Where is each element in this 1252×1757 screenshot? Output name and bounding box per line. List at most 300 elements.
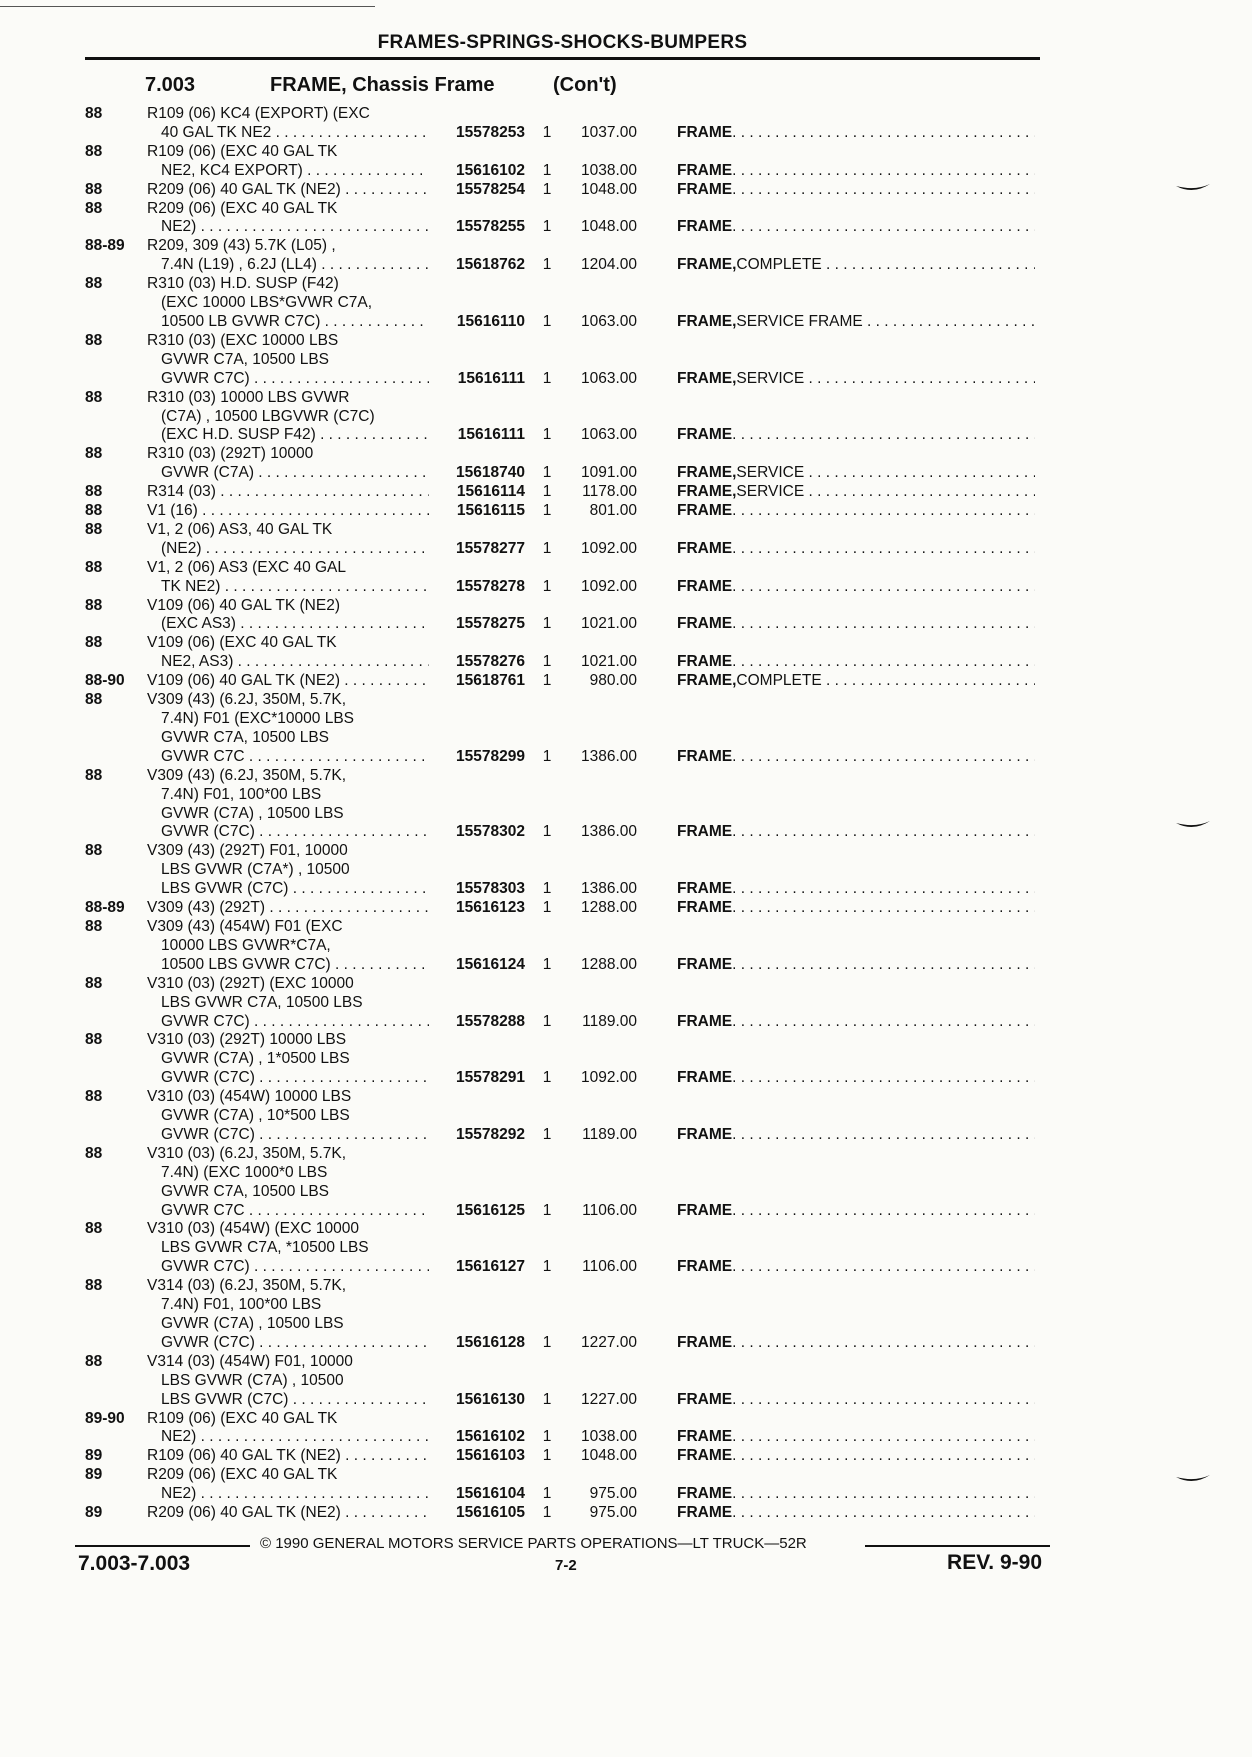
model-year: 88 <box>85 634 103 652</box>
part-name <box>677 956 1035 975</box>
part-entry-continuation <box>85 540 1045 559</box>
price: 1227.00 <box>580 1390 637 1408</box>
part-name-qualifier <box>732 1447 1035 1466</box>
part-name-qualifier <box>732 218 1035 237</box>
part-entry <box>85 1031 1045 1050</box>
part-name <box>677 1428 1035 1447</box>
part-name-main: FRAME <box>677 161 733 179</box>
model-year: 88 <box>85 331 103 349</box>
footer-rule-right <box>865 1545 1050 1547</box>
part-name <box>677 540 1035 559</box>
quantity: 1 <box>542 899 552 917</box>
part-entry <box>85 389 1045 408</box>
part-number: 15616124 <box>429 956 525 975</box>
usage-description: (EXC H.D. SUSP F42) . . . <box>161 426 503 445</box>
usage-description: V309 (43) (292T) F01, 10000 <box>147 842 348 860</box>
part-entry-continuation <box>85 294 1045 313</box>
part-name-qualifier <box>732 1504 1035 1523</box>
usage-description: V109 (06) (EXC 40 GAL TK <box>147 634 337 652</box>
price: 1288.00 <box>580 955 637 973</box>
part-entry-continuation <box>85 1126 1045 1145</box>
part-entry-continuation <box>85 748 1045 767</box>
part-name-qualifier: SERVICE . . . <box>736 483 1035 502</box>
price: 980.00 <box>589 672 637 690</box>
model-year: 88 <box>85 691 103 709</box>
part-entry-continuation <box>85 937 1045 956</box>
part-entry-continuation <box>85 1372 1045 1391</box>
part-name <box>677 1013 1035 1032</box>
part-name-main: FRAME <box>677 539 733 557</box>
price: 975.00 <box>589 1485 637 1503</box>
usage-description: GVWR (C7A) , 10500 LBS <box>161 1315 344 1332</box>
usage-description: NE2, AS3) . . . <box>161 653 503 672</box>
part-name-qualifier: COMPLETE . . . <box>736 672 1035 691</box>
usage-description: R109 (06) KC4 (EXPORT) (EXC <box>147 105 370 122</box>
price: 1189.00 <box>582 1125 637 1143</box>
parts-list <box>85 105 1045 1523</box>
quantity: 1 <box>542 1069 552 1087</box>
usage-description: 7.4N) (EXC 1000*0 LBS <box>161 1163 328 1181</box>
price: 1048.00 <box>580 218 637 236</box>
part-name-main: FRAME <box>677 1485 733 1503</box>
price: 1091.00 <box>580 464 637 482</box>
binder-hole-mark <box>1175 1474 1211 1486</box>
part-name-qualifier <box>732 823 1035 842</box>
part-entry-continuation <box>85 861 1045 880</box>
usage-description: 7.4N) F01, 100*00 LBS <box>161 785 322 803</box>
part-name-qualifier <box>732 1334 1035 1353</box>
part-entry <box>85 1466 1045 1485</box>
part-entry <box>85 275 1045 294</box>
part-name-qualifier <box>732 181 1035 200</box>
part-name-qualifier <box>732 1428 1035 1447</box>
usage-description: GVWR (C7C) . . . <box>161 1334 503 1353</box>
usage-description: GVWR (C7C) . . . <box>161 1126 503 1145</box>
footer-copyright: © 1990 GENERAL MOTORS SERVICE PARTS OPERATIONS—LT TRUCK—52R <box>260 1535 807 1552</box>
usage-description: V1, 2 (06) AS3 (EXC 40 GAL <box>147 558 347 576</box>
usage-description: R209, 309 (43) 5.7K (L05) , <box>147 237 336 255</box>
part-entry <box>85 1504 1045 1523</box>
usage-description: GVWR C7C) . . . <box>161 1258 503 1277</box>
part-entry-continuation <box>85 1050 1045 1069</box>
usage-description: NE2) . . . <box>161 218 503 237</box>
part-number: 15618761 <box>429 672 525 691</box>
part-entry <box>85 767 1045 786</box>
usage-description: GVWR (C7C) . . . <box>161 823 503 842</box>
section-title: FRAME, Chassis Frame <box>270 74 495 96</box>
model-year: 88 <box>85 388 103 406</box>
part-entry-continuation <box>85 994 1045 1013</box>
model-year: 88 <box>85 842 103 860</box>
model-year: 88 <box>85 180 103 198</box>
price: 1063.00 <box>580 369 637 387</box>
part-entry-continuation <box>85 218 1045 237</box>
quantity: 1 <box>542 955 552 973</box>
usage-description: 10500 LB GVWR C7C) . . . <box>161 313 503 332</box>
part-entry <box>85 105 1045 124</box>
part-name-qualifier: SERVICE . . . <box>736 464 1035 483</box>
usage-description: V109 (06) 40 GAL TK (NE2) . . . <box>147 672 503 691</box>
part-entry <box>85 975 1045 994</box>
part-name <box>677 502 1035 521</box>
part-number: 15618740 <box>429 464 525 483</box>
price: 1048.00 <box>580 180 637 198</box>
part-number: 15616102 <box>429 1428 525 1447</box>
part-entry <box>85 899 1045 918</box>
part-entry-continuation <box>85 426 1045 445</box>
part-name-qualifier <box>732 615 1035 634</box>
part-entry-continuation <box>85 1258 1045 1277</box>
part-entry-continuation <box>85 710 1045 729</box>
part-number: 15616111 <box>429 426 525 445</box>
part-name <box>677 1126 1035 1145</box>
binder-hole-mark <box>1175 183 1211 195</box>
price: 1204.00 <box>580 256 637 274</box>
usage-description: LBS GVWR C7A, 10500 LBS <box>161 993 363 1011</box>
usage-description: NE2) . . . <box>161 1428 503 1447</box>
part-name-main: FRAME <box>677 1428 733 1446</box>
part-name-main: FRAME <box>677 880 733 898</box>
part-entry <box>85 597 1045 616</box>
quantity: 1 <box>542 123 552 141</box>
part-entry <box>85 559 1045 578</box>
model-year: 88 <box>85 766 103 784</box>
usage-description: GVWR (C7A) , 10500 LBS <box>161 804 344 822</box>
part-entry <box>85 1220 1045 1239</box>
part-entry <box>85 691 1045 710</box>
usage-description: GVWR C7C) . . . <box>161 370 503 389</box>
usage-description: GVWR C7C) . . . <box>161 1013 503 1032</box>
model-year: 88 <box>85 974 103 992</box>
model-year: 88-90 <box>85 672 125 690</box>
part-name <box>677 370 1035 389</box>
usage-description: 7.4N) F01, 100*00 LBS <box>161 1296 322 1314</box>
part-name-qualifier <box>732 578 1035 597</box>
usage-description: R314 (03) . . . <box>147 483 503 502</box>
part-name-main: FRAME <box>677 502 733 520</box>
part-name <box>677 823 1035 842</box>
part-name <box>677 1069 1035 1088</box>
part-entry-continuation <box>85 351 1045 370</box>
quantity: 1 <box>542 426 552 444</box>
part-name-main: FRAME <box>677 615 733 633</box>
price: 1288.00 <box>580 899 637 917</box>
usage-description: NE2, KC4 EXPORT) . . . <box>161 162 503 181</box>
usage-description: LBS GVWR (C7C) . . . <box>161 880 503 899</box>
model-year: 88 <box>85 275 103 293</box>
part-name-main: FRAME <box>677 955 733 973</box>
usage-description: GVWR C7C . . . <box>161 748 503 767</box>
section-number: 7.003 <box>145 74 196 96</box>
price: 801.00 <box>589 502 637 520</box>
part-entry <box>85 200 1045 219</box>
usage-description: R209 (06) 40 GAL TK (NE2) . . . <box>147 181 503 200</box>
part-entry <box>85 502 1045 521</box>
quantity: 1 <box>542 1390 552 1408</box>
quantity: 1 <box>542 1485 552 1503</box>
usage-description: GVWR C7C . . . <box>161 1202 503 1221</box>
part-entry <box>85 181 1045 200</box>
usage-description: R109 (06) 40 GAL TK (NE2) . . . <box>147 1447 503 1466</box>
part-name-main: FRAME, <box>677 483 737 501</box>
usage-description: TK NE2) . . . <box>161 578 503 597</box>
part-entry-continuation <box>85 162 1045 181</box>
price: 1092.00 <box>580 1069 637 1087</box>
model-year: 88 <box>85 1088 103 1106</box>
price: 1038.00 <box>580 161 637 179</box>
part-number: 15616105 <box>429 1504 525 1523</box>
section-heading <box>85 74 1045 100</box>
part-number: 15616128 <box>429 1334 525 1353</box>
quantity: 1 <box>542 747 552 765</box>
price: 975.00 <box>589 1504 637 1522</box>
page-header-title: FRAMES-SPRINGS-SHOCKS-BUMPERS <box>377 32 748 53</box>
part-entry <box>85 1145 1045 1164</box>
usage-description: (EXC AS3) . . . <box>161 615 503 634</box>
usage-description: 7.4N) F01 (EXC*10000 LBS <box>161 710 354 727</box>
usage-description: GVWR (C7A) . . . <box>161 464 503 483</box>
usage-description: GVWR C7A, 10500 LBS <box>161 350 329 368</box>
part-name-main: FRAME <box>677 653 733 671</box>
quantity: 1 <box>542 1012 552 1030</box>
usage-description: LBS GVWR (C7A) , 10500 <box>161 1371 344 1389</box>
part-number: 15578255 <box>429 218 525 237</box>
usage-description: R109 (06) (EXC 40 GAL TK <box>147 142 338 160</box>
part-name-qualifier <box>732 880 1035 899</box>
part-name-qualifier <box>732 653 1035 672</box>
part-number: 15616130 <box>429 1391 525 1410</box>
model-year: 88 <box>85 105 103 122</box>
part-number: 15578288 <box>429 1013 525 1032</box>
part-entry-continuation <box>85 1013 1045 1032</box>
part-name <box>677 124 1035 143</box>
price: 1092.00 <box>580 577 637 595</box>
part-number: 15616104 <box>429 1485 525 1504</box>
part-name <box>677 1202 1035 1221</box>
part-name-main: FRAME <box>677 1012 733 1030</box>
part-name-qualifier <box>732 1069 1035 1088</box>
quantity: 1 <box>542 369 552 387</box>
part-number: 15616110 <box>429 313 525 332</box>
part-entry-continuation <box>85 1315 1045 1334</box>
quantity: 1 <box>542 1428 552 1446</box>
model-year: 88 <box>85 142 103 160</box>
model-year: 88 <box>85 1144 103 1162</box>
part-name-main: FRAME, <box>677 672 737 690</box>
usage-description: R310 (03) H.D. SUSP (F42) <box>147 275 339 293</box>
usage-description: GVWR C7A, 10500 LBS <box>161 728 329 746</box>
usage-description: GVWR (C7A) , 10*500 LBS <box>161 1107 350 1125</box>
part-name-main: FRAME, <box>677 312 737 330</box>
footer-page-number: 7-2 <box>555 1557 577 1574</box>
part-entry-continuation <box>85 1391 1045 1410</box>
part-name-main: FRAME <box>677 1333 733 1351</box>
part-name-qualifier: COMPLETE . . . <box>736 256 1035 275</box>
part-name-main: FRAME <box>677 823 733 841</box>
quantity: 1 <box>542 1258 552 1276</box>
section-continued: (Con't) <box>553 74 617 96</box>
part-entry-continuation <box>85 805 1045 824</box>
part-name-main: FRAME <box>677 747 733 765</box>
model-year: 89-90 <box>85 1409 125 1427</box>
quantity: 1 <box>542 256 552 274</box>
part-name-qualifier: SERVICE . . . <box>736 370 1035 389</box>
part-name <box>677 880 1035 899</box>
part-entry-continuation <box>85 1107 1045 1126</box>
quantity: 1 <box>542 312 552 330</box>
part-entry <box>85 483 1045 502</box>
part-number: 15578276 <box>429 653 525 672</box>
quantity: 1 <box>542 653 552 671</box>
usage-description: 40 GAL TK NE2 . . . <box>161 124 503 143</box>
page-footer <box>75 1535 1050 1595</box>
part-number: 15578275 <box>429 615 525 634</box>
model-year: 88 <box>85 520 103 538</box>
part-entry <box>85 521 1045 540</box>
part-name-main: FRAME <box>677 1390 733 1408</box>
quantity: 1 <box>542 180 552 198</box>
part-name-main: FRAME <box>677 1069 733 1087</box>
quantity: 1 <box>542 539 552 557</box>
price: 1037.00 <box>580 123 637 141</box>
usage-description: V1, 2 (06) AS3, 40 GAL TK <box>147 520 333 538</box>
part-entry <box>85 237 1045 256</box>
part-number: 15616125 <box>429 1202 525 1221</box>
part-name <box>677 256 1035 275</box>
quantity: 1 <box>542 823 552 841</box>
usage-description: (NE2) . . . <box>161 540 503 559</box>
price: 1063.00 <box>580 312 637 330</box>
part-number: 15578303 <box>429 880 525 899</box>
part-number: 15616127 <box>429 1258 525 1277</box>
usage-description: 10500 LBS GVWR C7C) . . . <box>161 956 503 975</box>
part-name-qualifier <box>732 1391 1035 1410</box>
part-entry <box>85 445 1045 464</box>
part-number: 15616102 <box>429 162 525 181</box>
usage-description: V1 (16) . . . <box>147 502 503 521</box>
part-name-main: FRAME <box>677 1504 733 1522</box>
usage-description: GVWR C7A, 10500 LBS <box>161 1182 329 1200</box>
part-name <box>677 748 1035 767</box>
price: 1021.00 <box>580 615 637 633</box>
part-number: 15616114 <box>429 483 525 502</box>
part-entry <box>85 1277 1045 1296</box>
quantity: 1 <box>542 1333 552 1351</box>
usage-description: R310 (03) 10000 LBS GVWR <box>147 388 350 406</box>
footer-section-range: 7.003-7.003 <box>78 1552 191 1575</box>
part-name-main: FRAME <box>677 1125 733 1143</box>
part-name-qualifier <box>732 1258 1035 1277</box>
model-year: 88 <box>85 1277 103 1295</box>
quantity: 1 <box>542 218 552 236</box>
quantity: 1 <box>542 161 552 179</box>
usage-description: V310 (03) (292T) 10000 LBS <box>147 1031 347 1049</box>
part-name-qualifier: SERVICE FRAME . . . <box>736 313 1035 332</box>
part-name <box>677 483 1035 502</box>
part-entry-continuation <box>85 786 1045 805</box>
part-name <box>677 899 1035 918</box>
footer-revision: REV. 9-90 <box>947 1551 1042 1574</box>
part-entry <box>85 672 1045 691</box>
usage-description: V309 (43) (6.2J, 350M, 5.7K, <box>147 766 347 784</box>
part-name-main: FRAME <box>677 123 733 141</box>
usage-description: GVWR (C7A) , 1*0500 LBS <box>161 1050 350 1068</box>
part-number: 15578254 <box>429 181 525 200</box>
part-name <box>677 218 1035 237</box>
usage-description: (C7A) , 10500 LBGVWR (C7C) <box>161 407 375 425</box>
usage-description: V314 (03) (454W) F01, 10000 <box>147 1352 353 1370</box>
price: 1106.00 <box>582 1201 637 1219</box>
usage-description: R109 (06) (EXC 40 GAL TK <box>147 1409 338 1427</box>
part-entry-continuation <box>85 1183 1045 1202</box>
part-name-qualifier <box>732 426 1035 445</box>
price: 1227.00 <box>580 1333 637 1351</box>
usage-description: 10000 LBS GVWR*C7A, <box>161 936 331 954</box>
usage-description: V109 (06) 40 GAL TK (NE2) <box>147 596 340 614</box>
quantity: 1 <box>542 672 552 690</box>
usage-description: LBS GVWR (C7C) . . . <box>161 1391 503 1410</box>
usage-description: LBS GVWR C7A, *10500 LBS <box>161 1239 369 1257</box>
part-name <box>677 181 1035 200</box>
part-name-qualifier <box>732 162 1035 181</box>
part-name <box>677 615 1035 634</box>
part-name <box>677 653 1035 672</box>
part-name <box>677 1258 1035 1277</box>
part-entry-continuation <box>85 823 1045 842</box>
usage-description: V310 (03) (454W) 10000 LBS <box>147 1088 352 1106</box>
usage-description: V314 (03) (6.2J, 350M, 5.7K, <box>147 1277 347 1295</box>
price: 1178.00 <box>582 483 637 501</box>
part-name <box>677 1334 1035 1353</box>
part-name-main: FRAME, <box>677 256 737 274</box>
part-name <box>677 1391 1035 1410</box>
quantity: 1 <box>542 1504 552 1522</box>
part-name-main: FRAME <box>677 1258 733 1276</box>
quantity: 1 <box>542 502 552 520</box>
part-entry <box>85 1410 1045 1429</box>
model-year: 88 <box>85 199 103 217</box>
part-entry-continuation <box>85 729 1045 748</box>
top-edge-rule <box>0 6 375 7</box>
model-year: 88-89 <box>85 899 125 917</box>
quantity: 1 <box>542 483 552 501</box>
part-entry <box>85 143 1045 162</box>
usage-description: V310 (03) (454W) (EXC 10000 <box>147 1220 359 1238</box>
model-year: 88 <box>85 917 103 935</box>
model-year: 88 <box>85 1220 103 1238</box>
part-name-main: FRAME <box>677 1201 733 1219</box>
part-number: 15578253 <box>429 124 525 143</box>
part-name <box>677 1447 1035 1466</box>
model-year: 88 <box>85 445 103 463</box>
part-name-main: FRAME <box>677 899 733 917</box>
price: 1386.00 <box>580 823 637 841</box>
quantity: 1 <box>542 577 552 595</box>
price: 1386.00 <box>580 880 637 898</box>
part-number: 15578277 <box>429 540 525 559</box>
part-entry <box>85 1447 1045 1466</box>
model-year: 88 <box>85 1031 103 1049</box>
price: 1048.00 <box>580 1447 637 1465</box>
part-number: 15578302 <box>429 823 525 842</box>
part-entry <box>85 918 1045 937</box>
model-year: 89 <box>85 1466 103 1484</box>
part-number: 15616103 <box>429 1447 525 1466</box>
part-name-qualifier <box>732 1202 1035 1221</box>
model-year: 89 <box>85 1447 103 1465</box>
part-number: 15618762 <box>429 256 525 275</box>
part-entry-continuation <box>85 653 1045 672</box>
